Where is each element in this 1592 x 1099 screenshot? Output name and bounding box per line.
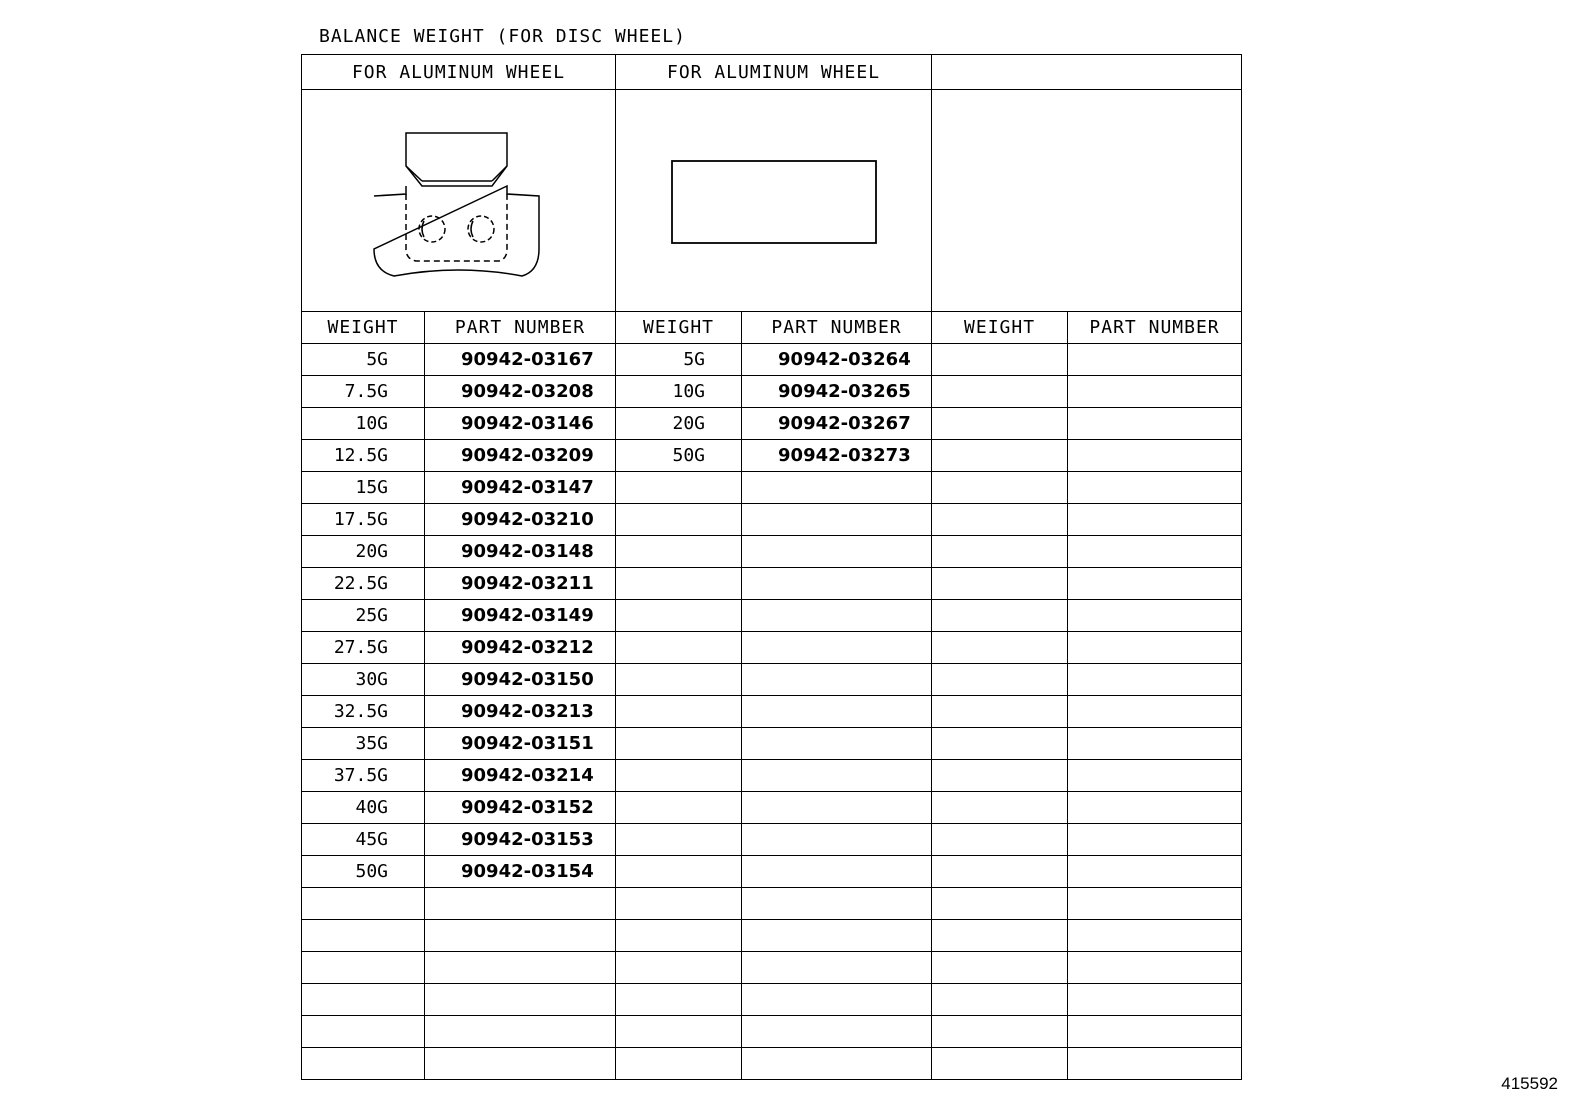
weight-cell (932, 824, 1068, 856)
part-number-cell (1068, 440, 1242, 472)
part-number-cell (1068, 344, 1242, 376)
illustration-cell (302, 90, 616, 312)
part-number-cell (425, 920, 616, 952)
weight-cell (932, 952, 1068, 984)
part-number-cell (425, 952, 616, 984)
weight-cell (932, 344, 1068, 376)
part-number-cell (742, 760, 932, 792)
weight-cell (932, 1048, 1068, 1080)
weight-cell (932, 1016, 1068, 1048)
part-number-cell (1068, 568, 1242, 600)
part-number-cell (1068, 952, 1242, 984)
illustration-cell-empty (932, 90, 1242, 312)
part-number-cell: 90942-03212 (425, 632, 616, 664)
part-number-cell (1068, 920, 1242, 952)
weight-cell (616, 632, 742, 664)
weight-cell (932, 760, 1068, 792)
weight-cell (616, 824, 742, 856)
part-number-cell (742, 824, 932, 856)
part-number-cell: 90942-03151 (425, 728, 616, 760)
section-header: FOR ALUMINUM WHEEL (302, 55, 616, 90)
part-number-cell (1068, 856, 1242, 888)
weight-cell: 5G (302, 344, 425, 376)
part-number-cell (742, 600, 932, 632)
weight-cell (932, 600, 1068, 632)
section-header: FOR ALUMINUM WHEEL (616, 55, 932, 90)
weight-cell (932, 728, 1068, 760)
weight-cell (616, 536, 742, 568)
part-number-cell: 90942-03265 (742, 376, 932, 408)
part-number-cell (1068, 504, 1242, 536)
weight-cell (616, 472, 742, 504)
adhesive-weight-icon (669, 151, 879, 251)
part-number-cell: 90942-03153 (425, 824, 616, 856)
part-number-cell (1068, 664, 1242, 696)
table-row (302, 632, 1242, 664)
part-number-cell (1068, 760, 1242, 792)
weight-cell (616, 792, 742, 824)
weight-cell (302, 984, 425, 1016)
weight-cell (302, 952, 425, 984)
table-row (302, 920, 1242, 952)
weight-cell: 25G (302, 600, 425, 632)
part-number-cell (742, 504, 932, 536)
part-number-cell (1068, 984, 1242, 1016)
weight-cell: 22.5G (302, 568, 425, 600)
table-row (302, 344, 1242, 376)
part-number-cell (742, 952, 932, 984)
part-number-cell (742, 1016, 932, 1048)
weight-cell: 40G (302, 792, 425, 824)
weight-cell: 12.5G (302, 440, 425, 472)
weight-cell (932, 536, 1068, 568)
part-number-cell: 90942-03150 (425, 664, 616, 696)
weight-header: WEIGHT (302, 312, 425, 344)
weight-cell (932, 792, 1068, 824)
part-number-cell: 90942-03211 (425, 568, 616, 600)
weight-cell (616, 504, 742, 536)
weight-header: WEIGHT (932, 312, 1068, 344)
weight-cell: 50G (616, 440, 742, 472)
part-number-cell: 90942-03154 (425, 856, 616, 888)
illustration-cell (616, 90, 932, 312)
weight-cell (616, 984, 742, 1016)
part-number-cell: 90942-03214 (425, 760, 616, 792)
weight-cell: 30G (302, 664, 425, 696)
part-number-cell (742, 888, 932, 920)
part-number-cell (742, 728, 932, 760)
part-number-cell (742, 472, 932, 504)
weight-cell (932, 408, 1068, 440)
weight-cell (616, 952, 742, 984)
part-number-cell (742, 984, 932, 1016)
part-number-cell: 90942-03264 (742, 344, 932, 376)
weight-cell: 17.5G (302, 504, 425, 536)
weight-cell (616, 1016, 742, 1048)
part-number-cell: 90942-03273 (742, 440, 932, 472)
weight-cell (302, 1016, 425, 1048)
weight-cell: 5G (616, 344, 742, 376)
weight-cell (616, 600, 742, 632)
weight-cell (616, 856, 742, 888)
weight-cell: 50G (302, 856, 425, 888)
weight-cell (616, 664, 742, 696)
weight-cell: 10G (616, 376, 742, 408)
part-number-cell: 90942-03267 (742, 408, 932, 440)
table-row (302, 504, 1242, 536)
table-row (302, 696, 1242, 728)
weight-cell (616, 920, 742, 952)
part-number-cell (1068, 408, 1242, 440)
table-row (302, 376, 1242, 408)
weight-cell (932, 568, 1068, 600)
weight-cell (616, 888, 742, 920)
clip-on-weight-icon (364, 121, 554, 281)
part-number-cell: 90942-03148 (425, 536, 616, 568)
table-row (302, 952, 1242, 984)
part-number-cell (1068, 728, 1242, 760)
table-row (302, 600, 1242, 632)
part-number-cell: 90942-03147 (425, 472, 616, 504)
part-number-cell (742, 856, 932, 888)
part-number-header: PART NUMBER (742, 312, 932, 344)
diagram-code: 415592 (1501, 1074, 1558, 1093)
weight-cell (302, 1048, 425, 1080)
weight-cell (932, 472, 1068, 504)
part-number-cell (1068, 600, 1242, 632)
weight-cell (302, 920, 425, 952)
part-number-cell (742, 792, 932, 824)
table-row (302, 536, 1242, 568)
part-number-cell: 90942-03210 (425, 504, 616, 536)
table-row (302, 984, 1242, 1016)
table-row (302, 888, 1242, 920)
table-row (302, 440, 1242, 472)
weight-cell: 35G (302, 728, 425, 760)
table-row (302, 856, 1242, 888)
weight-cell (932, 632, 1068, 664)
part-number-cell (742, 1048, 932, 1080)
weight-cell (302, 888, 425, 920)
weight-cell: 37.5G (302, 760, 425, 792)
weight-cell: 20G (302, 536, 425, 568)
column-header-row (302, 312, 1242, 344)
table-row (302, 664, 1242, 696)
part-number-cell (1068, 696, 1242, 728)
part-number-cell (742, 568, 932, 600)
part-number-cell: 90942-03152 (425, 792, 616, 824)
weight-cell (616, 728, 742, 760)
weight-cell (932, 504, 1068, 536)
part-number-cell (1068, 376, 1242, 408)
part-number-cell (425, 1016, 616, 1048)
table-row (302, 824, 1242, 856)
part-number-cell (425, 1048, 616, 1080)
illustration-row (302, 90, 1242, 312)
weight-cell (932, 664, 1068, 696)
weight-cell (932, 376, 1068, 408)
section-header (932, 55, 1242, 90)
weight-cell (616, 1048, 742, 1080)
weight-cell: 15G (302, 472, 425, 504)
part-number-cell: 90942-03213 (425, 696, 616, 728)
weight-cell: 32.5G (302, 696, 425, 728)
part-number-cell (425, 888, 616, 920)
part-number-cell (1068, 472, 1242, 504)
part-number-cell (1068, 1048, 1242, 1080)
part-number-cell (1068, 824, 1242, 856)
weight-cell: 10G (302, 408, 425, 440)
weight-cell (932, 984, 1068, 1016)
section-header-row (302, 55, 1242, 90)
part-number-cell (742, 664, 932, 696)
balance-weight-table (301, 54, 1242, 1080)
part-number-cell (1068, 888, 1242, 920)
table-row (302, 568, 1242, 600)
weight-cell: 45G (302, 824, 425, 856)
weight-cell (616, 760, 742, 792)
weight-header: WEIGHT (616, 312, 742, 344)
weight-cell (932, 920, 1068, 952)
weight-cell (932, 888, 1068, 920)
weight-cell (932, 856, 1068, 888)
part-number-cell: 90942-03149 (425, 600, 616, 632)
weight-cell: 7.5G (302, 376, 425, 408)
part-number-cell (1068, 632, 1242, 664)
table-row (302, 792, 1242, 824)
weight-cell: 27.5G (302, 632, 425, 664)
page-title: BALANCE WEIGHT (FOR DISC WHEEL) (319, 26, 686, 47)
part-number-cell: 90942-03146 (425, 408, 616, 440)
part-number-cell: 90942-03209 (425, 440, 616, 472)
weight-cell (616, 696, 742, 728)
table-row (302, 408, 1242, 440)
part-number-header: PART NUMBER (425, 312, 616, 344)
part-number-cell (742, 632, 932, 664)
part-number-header: PART NUMBER (1068, 312, 1242, 344)
part-number-cell: 90942-03167 (425, 344, 616, 376)
table-row (302, 472, 1242, 504)
part-number-cell: 90942-03208 (425, 376, 616, 408)
part-number-cell (425, 984, 616, 1016)
part-number-cell (742, 920, 932, 952)
weight-cell (932, 440, 1068, 472)
table-row (302, 728, 1242, 760)
part-number-cell (742, 696, 932, 728)
part-number-cell (742, 536, 932, 568)
part-number-cell (1068, 1016, 1242, 1048)
part-number-cell (1068, 536, 1242, 568)
table-row (302, 760, 1242, 792)
table-row (302, 1016, 1242, 1048)
weight-cell (932, 696, 1068, 728)
weight-cell (616, 568, 742, 600)
weight-cell: 20G (616, 408, 742, 440)
table-row (302, 1048, 1242, 1080)
part-number-cell (1068, 792, 1242, 824)
